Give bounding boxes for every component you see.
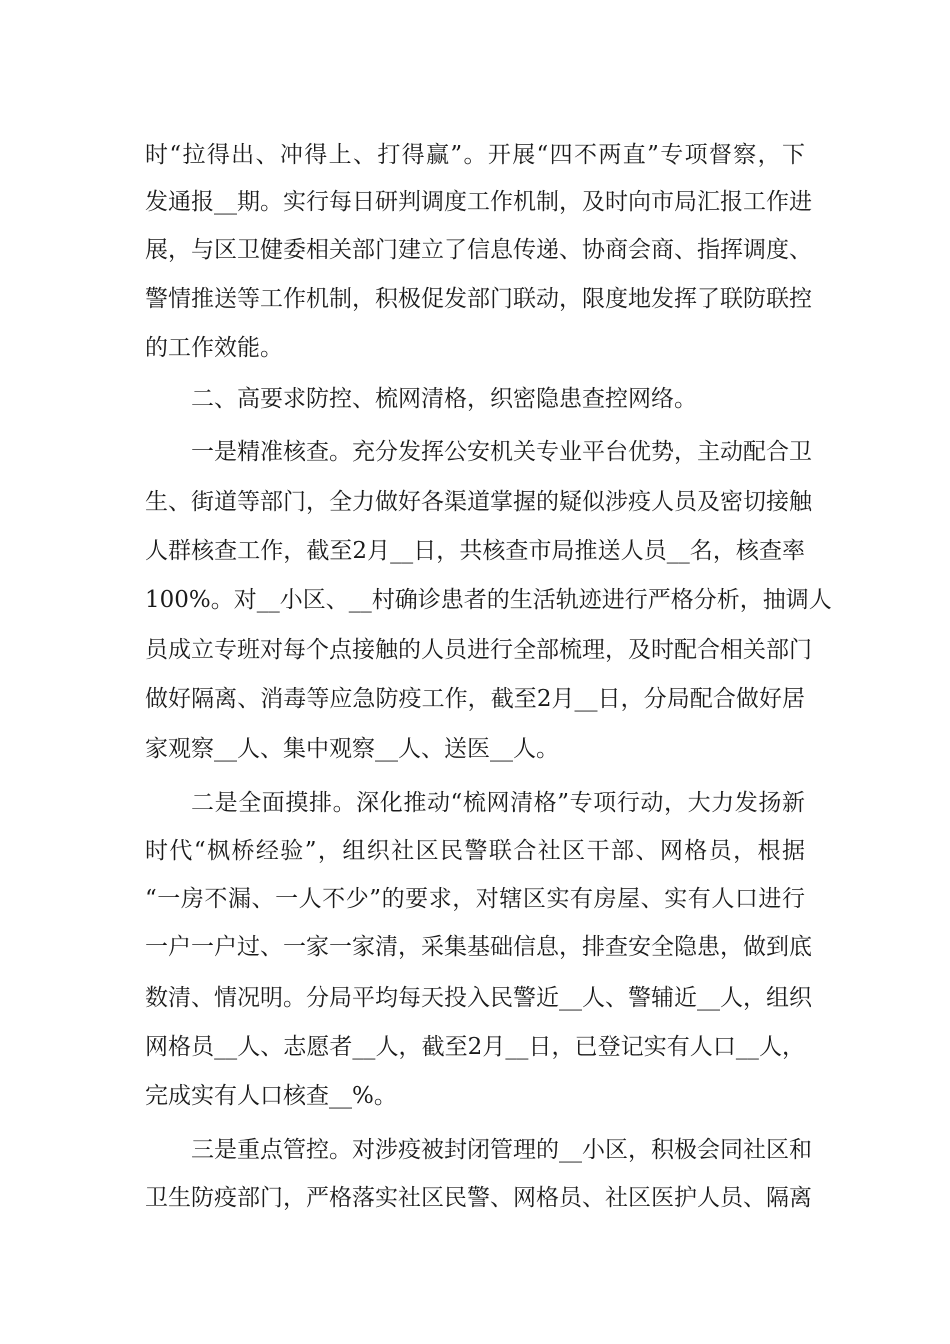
text-line: 三是重点管控。对涉疫被封闭管理的__小区，积极会同社区和 xyxy=(191,1137,812,1163)
text-line: 展，与区卫健委相关部门建立了信息传递、协商会商、指挥调度、 xyxy=(145,237,812,263)
text-line: 卫生防疫部门，严格落实社区民警、网格员、社区医护人员、隔离 xyxy=(145,1185,812,1211)
text-line: 100%。对__小区、__村确诊患者的生活轨迹进行严格分析，抽调人 xyxy=(145,587,832,613)
section-heading: 二、高要求防控、梳网清格，织密隐患查控网络。 xyxy=(191,386,697,412)
text-line: 家观察__人、集中观察__人、送医__人。 xyxy=(145,736,559,762)
text-line: 人群核查工作，截至2月__日，共核查市局推送人员__名，核查率 xyxy=(145,538,805,564)
text-line: 网格员__人、志愿者__人，截至2月__日，已登记实有人口__人， xyxy=(145,1034,805,1060)
text-line: “一房不漏、一人不少”的要求，对辖区实有房屋、实有人口进行 xyxy=(145,886,805,912)
text-line: 的工作效能。 xyxy=(145,335,283,361)
text-line: 完成实有人口核查__%。 xyxy=(145,1083,397,1109)
text-line: 一户一户过、一家一家清，采集基础信息，排查安全隐患，做到底 xyxy=(145,934,812,960)
text-line: 时代“枫桥经验”，组织社区民警联合社区干部、网格员，根据 xyxy=(145,838,805,864)
text-line: 数清、情况明。分局平均每天投入民警近__人、警辅近__人，组织 xyxy=(145,985,812,1011)
text-line: 做好隔离、消毒等应急防疫工作，截至2月__日，分局配合做好居 xyxy=(145,686,805,712)
text-line: 员成立专班对每个点接触的人员进行全部梳理，及时配合相关部门 xyxy=(145,637,812,663)
text-line: 一是精准核查。充分发挥公安机关专业平台优势，主动配合卫 xyxy=(191,439,812,465)
text-line: 生、街道等部门，全力做好各渠道掌握的疑似涉疫人员及密切接触 xyxy=(145,489,812,515)
text-line: 二是全面摸排。深化推动“梳网清格”专项行动，大力发扬新 xyxy=(191,790,805,816)
text-line: 时“拉得出、冲得上、打得赢”。开展“四不两直”专项督察，下 xyxy=(145,142,805,168)
text-line: 警情推送等工作机制，积极促发部门联动，限度地发挥了联防联控 xyxy=(145,286,812,312)
text-line: 发通报__期。实行每日研判调度工作机制，及时向市局汇报工作进 xyxy=(145,189,812,215)
